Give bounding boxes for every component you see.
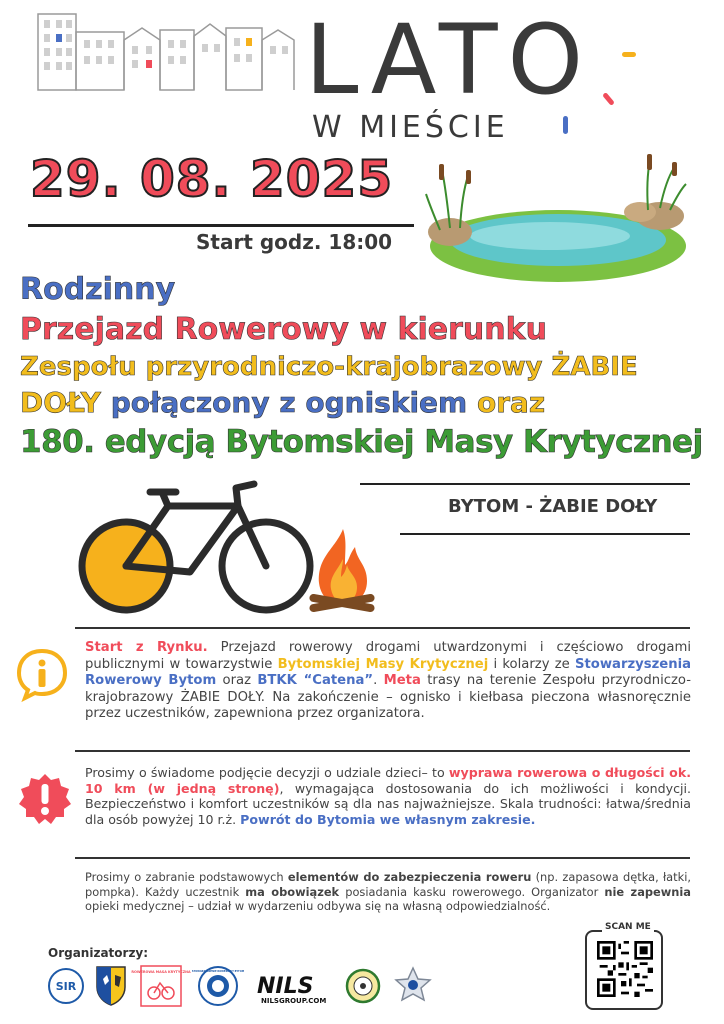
city-buildings-logo: [30, 10, 300, 92]
bicycle-icon: [78, 480, 318, 620]
logo-accent-blue: [563, 116, 568, 134]
info-top-separator: [75, 627, 690, 629]
info-text-5: trasy na terenie Zespołu przyrodniczo-krajobrazowy ŻABIE DOŁY. Na zakończenie – ognisko i kiełbasa pieczona własnoręcznie przez uczestników, zapewniona przez organizatora.: [85, 673, 691, 721]
headline-masa-krytyczna: 180. edycją Bytomskiej Masy Krytycznej: [20, 424, 703, 460]
nils-logo-subtext: NILSGROUP.COM: [261, 997, 327, 1005]
date-underline: [28, 224, 414, 227]
info-icon: [16, 648, 68, 700]
route-top-line: [360, 483, 690, 485]
cycling-club-badge-logo: [345, 965, 381, 1007]
notes-bold-1: elementów do zabezpieczenia roweru: [287, 870, 532, 884]
info-meta-label: Meta: [383, 673, 421, 688]
logo-accent-yellow: [622, 52, 636, 57]
headline-doly: DOŁY: [20, 386, 101, 419]
sir-logo: [48, 965, 84, 1007]
lato-logo-text: LATO: [305, 4, 594, 116]
notes-bold-3: nie zapewnia: [604, 884, 691, 899]
bytom-coat-of-arms: [95, 965, 127, 1007]
event-date: 29. 08. 2025: [30, 150, 394, 208]
info-srb: Stowarzyszenia Rowerowy Bytom: [85, 656, 691, 688]
logo-accent-red: [602, 92, 615, 106]
scan-me-label: SCAN ME: [602, 922, 654, 932]
notes-text-4: opieki medycznej – udział w wydarzeniu odbywa się na własną odpowiedzialność.: [85, 899, 551, 913]
warning-top-separator: [75, 750, 690, 752]
organizers-label: Organizatorzy:: [48, 946, 149, 960]
nils-logo-text: NILS: [257, 974, 314, 999]
start-time: Start godz. 18:00: [196, 230, 393, 254]
info-text-2: i kolarzy ze: [488, 656, 575, 672]
headline-doly-line: [20, 386, 545, 419]
warning-return: Powrót do Bytomia we własnym zakresie.: [240, 811, 536, 827]
qr-code[interactable]: [597, 941, 653, 997]
headline-rodzinny: Rodzinny: [20, 272, 176, 307]
info-text-4: .: [373, 673, 378, 688]
pond-illustration: [420, 150, 690, 290]
info-btkk: BTKK “Catena”: [257, 673, 374, 688]
stowarzyszenie-rowerowy-bytom-logo: [191, 965, 245, 1007]
info-start-label: Start z Rynku.: [85, 640, 208, 655]
route-bottom-line: [400, 533, 690, 535]
warning-distance: wyprawa rowerowa o długości ok. 10 km (w jedną stronę): [85, 765, 691, 796]
srb-logo-text: STOWARZYSZENIE ROWEROWY BYTOM: [191, 970, 245, 973]
notes-text-1: Prosimy o zabranie podstawowych: [85, 870, 288, 884]
info-text-1: Przejazd rowerowy drogami utwardzonymi i częściowo drogami publicznymi w towarzystwie: [85, 640, 691, 672]
headline-oraz: oraz: [476, 386, 546, 419]
warning-text-1: Prosimy o świadome podjęcie decyzji o udziale dzieci– to: [85, 765, 449, 780]
warning-badge-icon: [18, 772, 72, 826]
notes-top-separator: [75, 857, 690, 859]
masa-logo-text: ROWEROWA MASA KRYTYCZNA: [131, 970, 191, 974]
headline-zespol: Zespołu przyrodniczo-krajobrazowy ŻABIE: [20, 352, 638, 382]
notes-text-3: posiadania kasku rowerowego. Organizator: [339, 884, 605, 899]
w-miescie-logo-text: W MIEŚCIE: [312, 110, 509, 145]
info-text-3: oraz: [216, 673, 258, 688]
info-paragraph: [85, 640, 691, 723]
police-star-logo: [393, 965, 433, 1007]
route-label: BYTOM - ŻABIE DOŁY: [448, 496, 658, 517]
warning-text-2: , wymagająca dostosowania do ich możliwości i kondycji. Bezpieczeństwo i komfort uczestników są dla nas najważniejsze. Skala trudności: łatwa/średnia dla osób powyżej 10 r.ż.: [85, 780, 691, 827]
nils-logo: [255, 965, 335, 1007]
notes-paragraph: [85, 870, 691, 914]
headline-ognisko: połączony z ogniskiem: [110, 386, 468, 419]
warning-paragraph: [85, 765, 691, 827]
notes-text-2: (np. zapasowa dętka, łatki, pompka). Każdy uczestnik: [85, 870, 692, 899]
headline-przejazd: Przejazd Rowerowy w kierunku: [20, 312, 547, 347]
info-bmk: Bytomskiej Masy Krytycznej: [277, 656, 489, 672]
campfire-icon: [305, 525, 380, 615]
masa-krytyczna-logo: [131, 965, 191, 1007]
sir-logo-text: SIR: [55, 980, 77, 993]
notes-bold-2: ma obowiązek: [245, 884, 340, 899]
